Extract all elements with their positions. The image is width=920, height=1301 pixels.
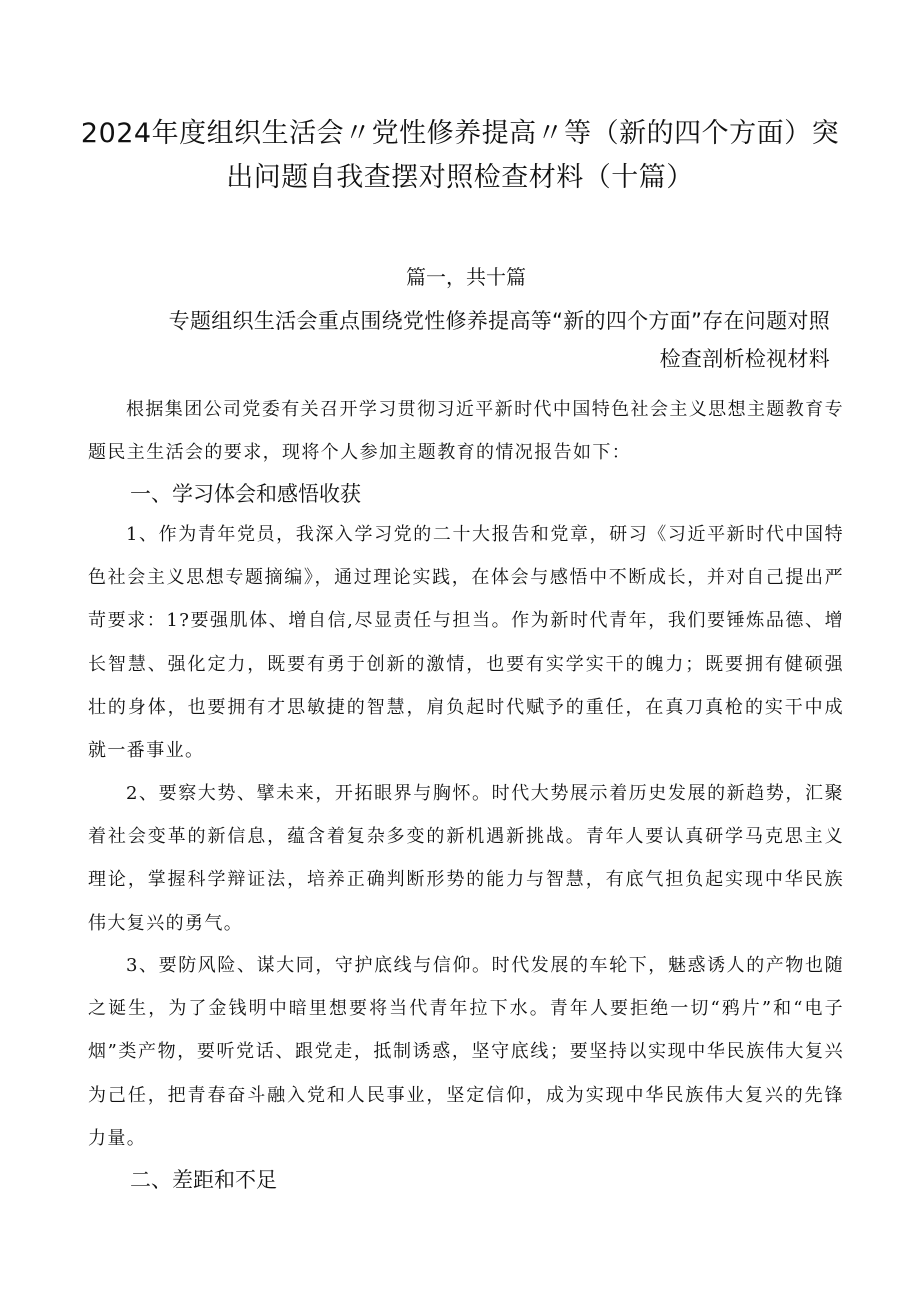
article-number: 篇一，共十篇 — [406, 265, 526, 289]
body-paragraph-2: 2、要察大势、擘未来，开拓眼界与胸怀。时代大势展示着历史发展的新趋势，汇聚着社会变革的新信息，蕴含着复杂多变的新机遇新挑战。青年人要认真研学马克思主义理论，掌握科学辩证法，培养正确判断形势的能力与智慧，有底气担负起实现中华民族伟大复兴的勇气。 — [88, 783, 844, 934]
article-subtitle: 专题组织生活会重点围绕党性修养提高等“新的四个方面”存在问题对照检查剖析检视材料 — [168, 309, 830, 371]
intro-paragraph: 根据集团公司党委有关召开学习贯彻习近平新时代中国特色社会主义思想主题教育专题民主生活会的要求，现将个人参加主题教育的情况报告如下： — [88, 399, 844, 464]
section-heading-1: 一、学习体会和感悟收获 — [130, 482, 361, 506]
section-heading-2: 二、差距和不足 — [130, 1168, 277, 1192]
body-paragraph-1: 1、作为青年党员，我深入学习党的二十大报告和党章，研习《习近平新时代中国特色社会主义思想专题摘编》，通过理论实践，在体会与感悟中不断成长，并对自己提出严苛要求：1?要强肌体、增自信,尽显责任与担当。作为新时代青年，我们要锤炼品德、增长智慧、强化定力，既要有勇于创新的激情，也要有实学实干的魄力；既要拥有健硕强壮的身体，也要拥有才思敏捷的智慧，肩负起时代赋予的重任，在真刀真枪的实干中成就一番事业。 — [88, 524, 844, 762]
document-title: 2024年度组织生活会〃党性修养提高〃等（新的四个方面）突出问题自我查摆对照检查材料（十篇） — [80, 118, 840, 193]
body-paragraph-3: 3、要防风险、谋大同，守护底线与信仰。时代发展的车轮下，魅惑诱人的产物也随之诞生，为了金钱明中暗里想要将当代青年拉下水。青年人要拒绝一切“鸦片”和“电子烟”类产物，要听党话、跟党走，抵制诱惑，坚守底线；要坚持以实现中华民族伟大复兴为己任，把青春奋斗融入党和人民事业，坚定信仰，成为实现中华民族伟大复兴的先锋力量。 — [88, 955, 844, 1149]
